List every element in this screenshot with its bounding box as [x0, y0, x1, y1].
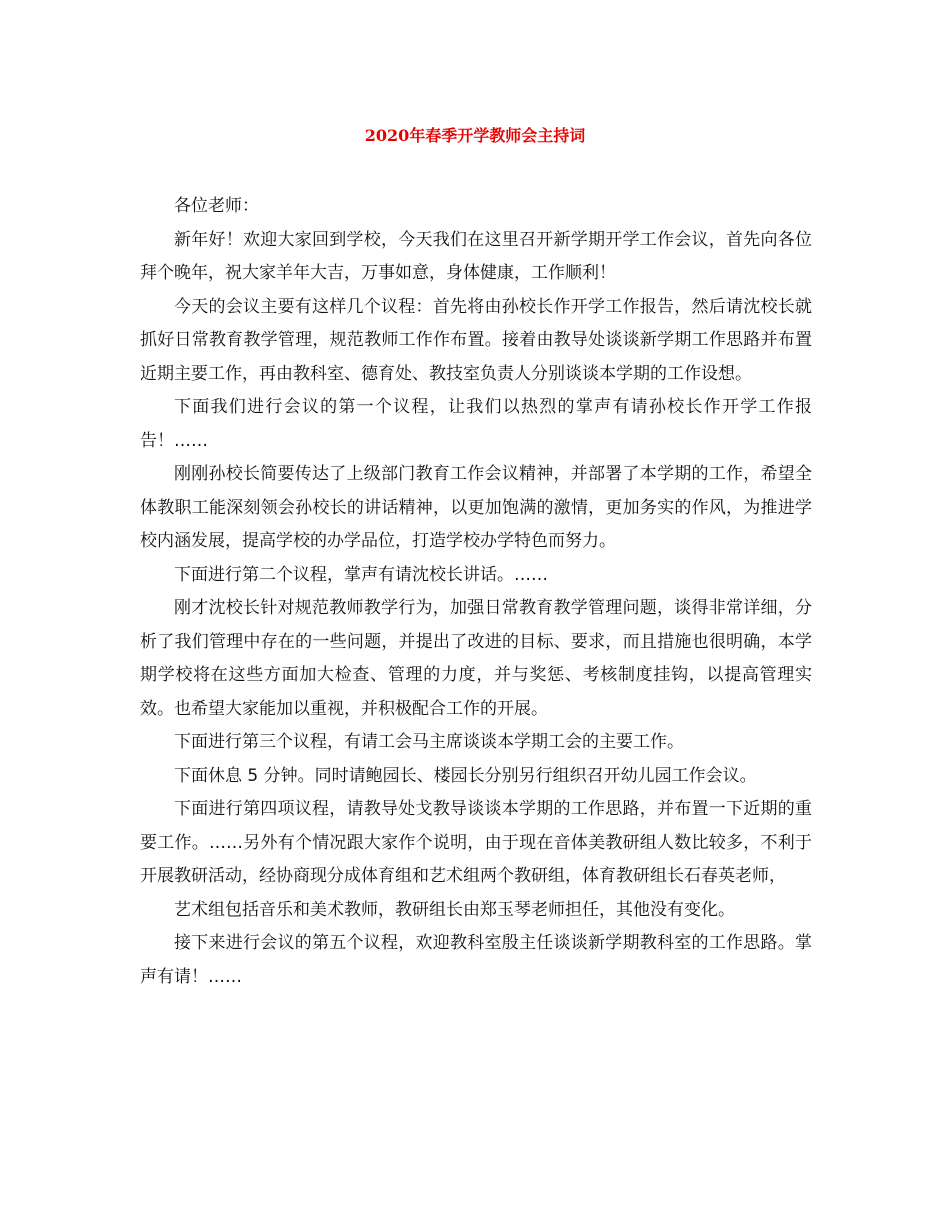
- paragraph: 艺术组包括音乐和美术教师，教研组长由郑玉琴老师担任，其他没有变化。: [174, 899, 735, 920]
- paragraph: 刚才沈校长针对规范教师教学行为，加强日常教育教学管理问题，谈得非常详细，分析了我们管理中存在的一些问题，并提出了改进的目标、要求，而且措施也很明确，本学期学校将在这些方面加大检查、管理的力度，并与奖惩、考核制度挂钩，以提高管理实效。也希望大家能加以重视，并积极配合工作的开展。: [140, 598, 812, 719]
- document-title: 2020年春季开学教师会主持词: [364, 126, 586, 145]
- paragraph: 下面进行第二个议程，掌声有请沈校长讲话。……: [174, 564, 548, 585]
- paragraph: 下面进行第三个议程，有请工会马主席谈谈本学期工会的主要工作。: [174, 732, 684, 752]
- document-body: [140, 190, 812, 994]
- paragraph: 新年好！欢迎大家回到学校，今天我们在这里召开新学期开学工作会议，首先向各位拜个晚年，祝大家羊年大吉，万事如意，身体健康，工作顺利！: [140, 229, 812, 283]
- paragraph-salutation: 各位老师：: [174, 196, 259, 216]
- paragraph: 刚刚孙校长简要传达了上级部门教育工作会议精神，并部署了本学期的工作，希望全体教职工能深刻领会孙校长的讲话精神，以更加饱满的激情，更加务实的作风，为推进学校内涵发展，提高学校的办学品位，打造学校办学特色而努力。: [140, 464, 812, 551]
- paragraph: 下面休息 5 分钟。同时请鲍园长、楼园长分别另行组织召开幼儿园工作会议。: [174, 765, 757, 786]
- paragraph: 接下来进行会议的第五个议程，欢迎教科室殷主任谈谈新学期教科室的工作思路。掌声有请！……: [140, 933, 812, 987]
- paragraph: 下面我们进行会议的第一个议程，让我们以热烈的掌声有请孙校长作开学工作报告！……: [140, 397, 812, 451]
- paragraph: 今天的会议主要有这样几个议程：首先将由孙校长作开学工作报告，然后请沈校长就抓好日常教育教学管理，规范教师工作作布置。接着由教导处谈谈新学期工作思路并布置近期主要工作，再由教科室、德育处、教技室负责人分别谈谈本学期的工作设想。: [140, 296, 812, 384]
- paragraph: 下面进行第四项议程，请教导处戈教导谈谈本学期的工作思路，并布置一下近期的重要工作。……另外有个情况跟大家作个说明，由于现在音体美教研组人数比较多，不利于开展教研活动，经协商现分成体育组和艺术组两个教研组，体育教研组长石春英老师，: [140, 799, 812, 886]
